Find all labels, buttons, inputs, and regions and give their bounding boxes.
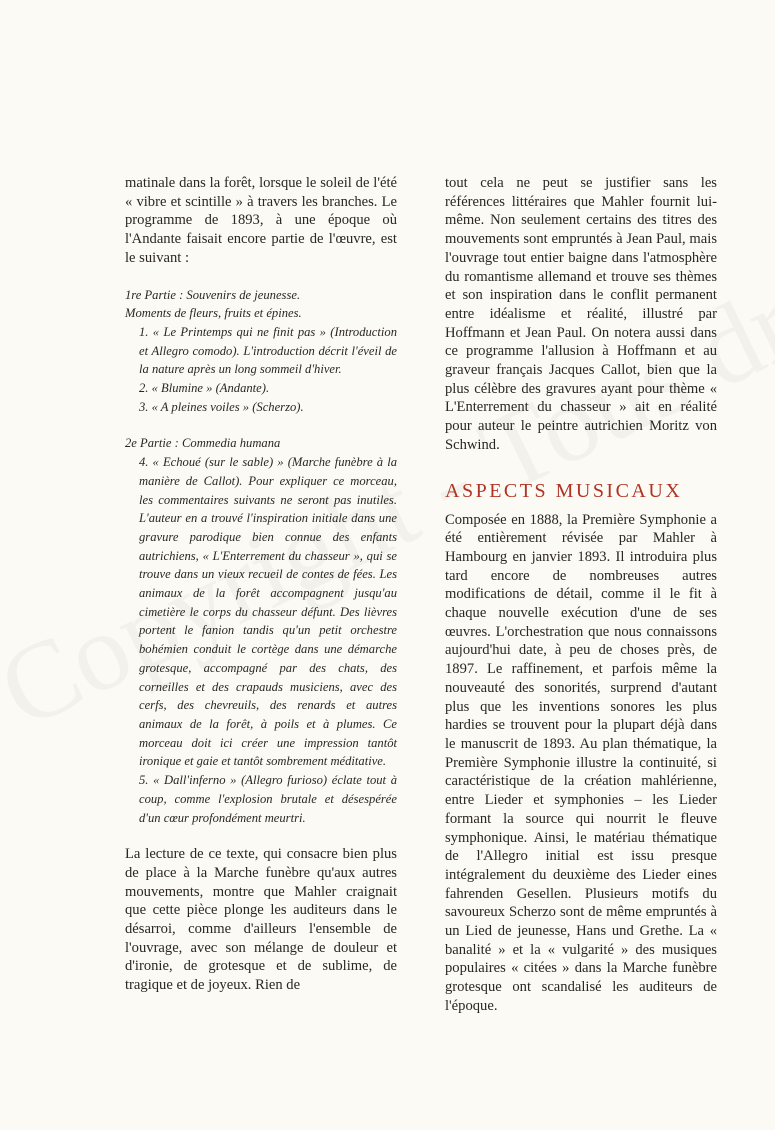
- references-paragraph: tout cela ne peut se justifier sans les références littéraires que Mahler fournit lui-même. Non seulement certains des titres des mouvements sont empruntés à Jean Paul, mais l'ouvrage tout entier baigne dans l'atmosphère du romantisme allemand et trouve ses thèmes et son inspiration dans le conflit permanent entre idéalisme et réalité, illustré par Hoffmann et Jean Paul. On notera aussi dans ce programme l'allusion à Hoffmann et au graveur français Jacques Callot, bien que la plus célèbre des gravures ayant pour thème « L'Enterrement du chasseur » ait en réalité pour auteur le peintre autrichien Moritz von Schwind.: [445, 175, 717, 453]
- intro-paragraph: matinale dans la forêt, lorsque le soleil de l'été « vibre et scintille » à travers les branches. Le programme de 1893, à une époque où l'Andante faisait encore partie de l'œuvre, est le suivant :: [125, 175, 397, 266]
- program-item-3: 3. « A pleines voiles » (Scherzo).: [139, 399, 304, 414]
- musical-aspects-paragraph: Composée en 1888, la Première Symphonie a été entièrement révisée par Mahler à Hambourg en janvier 1893. Il introduira plus tard encore de nombreuses autres modifications de détail, comme il le fit à chaque nouvelle exécution d'une de ses œuvres. L'orchestration que nous connaissons aujourd'hui date, à peu de choses près, de 1897. Le raffinement, et parfois même la nouveauté des sonorités, surprend d'autant plus que les inventions sonores les plus hardies se trouvent pour la plupart déjà dans le manuscrit de 1893. Au plan thématique, la Première Symphonie illustre la continuité, si caractéristique de la création mahlérienne, entre Lieder et symphonies – les Lieder formant la source qui nourrit le fleuve symphonique. Ainsi, le matériau thématique de l'Allegro initial est issu presque intégralement du deuxième des Lieder eines fahrenden Gesellen. Plusieurs motifs du savoureux Scherzo sont de même empruntés à un Lied de jeunesse, Hans und Grethe. La « banalité » et la « vulgarité » des musiques populaires « citées » dans la Marche funèbre grotesque ont scandalisé les auditeurs de l'époque.: [445, 511, 717, 1014]
- right-column: [445, 174, 717, 1016]
- outro-paragraph: La lecture de ce texte, qui consacre bien plus de place à la Marche funèbre qu'aux autres mouvements, montre que Mahler craignait que cette pièce plonge les auditeurs dans le désarroi, comme d'ailleurs l'ensemble de l'ouvrage, avec son mélange de douleur et d'ironie, de grotesque et de sublime, de tragique et de joyeux. Rien de: [125, 846, 397, 994]
- program-item-5: 5. « Dall'inferno » (Allegro furioso) éclate tout à coup, comme l'explosion brutale et désespérée d'un cœur profondément meurtri.: [139, 773, 397, 825]
- left-column: [125, 174, 397, 995]
- section-heading: ASPECTS MUSICAUX: [445, 479, 683, 502]
- program-item-1: 1. « Le Printemps qui ne finit pas » (Introduction et Allegro comodo). L'introduction décrit l'éveil de la nature après un long sommeil d'hiver.: [139, 324, 397, 377]
- part1-title: 1re Partie : Souvenirs de jeunesse.: [125, 287, 301, 302]
- program-item-4: 4. « Echoué (sur le sable) » (Marche funèbre à la manière de Callot). Pour expliquer ce morceau, les commentaires suivants ne seront pas inutiles. L'auteur en a trouvé l'inspiration initiale dans une gravure parodique bien connue des enfants autrichiens, « L'Enterrement du chasseur », qui se trouve dans un vieux recueil de contes de fées. Les animaux de la forêt accompagnent jusqu'au cimetière le corps du chasseur défunt. Des lièvres portent le fanion tandis qu'un petit orchestre bohémien conduit le cortège dans une démarche grotesque, accompagné par des chats, des corneilles et des crapauds musiciens, avec des cerfs, des chevreuils, des renards et autres animaux de la forêt, à poils et à plumes. Ce morceau doit ici créer une impression tantôt ironique et gaie et tantôt sombrement méditative.: [139, 455, 397, 769]
- part1-subtitle: Moments de fleurs, fruits et épines.: [125, 306, 302, 321]
- program-1893: [125, 286, 397, 828]
- part2-title: 2e Partie : Commedia humana: [125, 436, 281, 451]
- program-item-2: 2. « Blumine » (Andante).: [139, 381, 270, 396]
